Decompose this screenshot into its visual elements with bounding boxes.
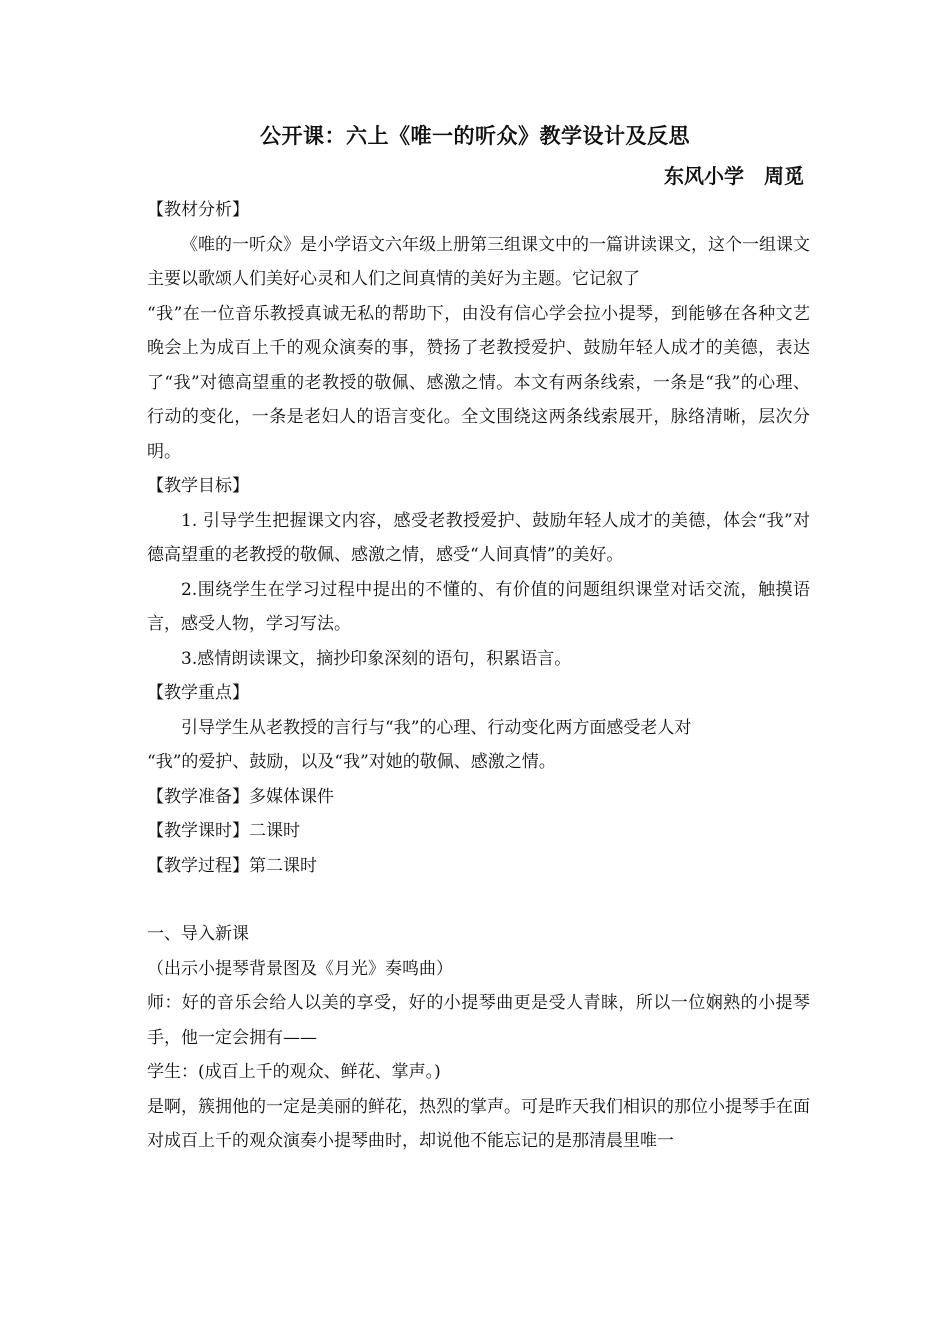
section-heading-goals: 【教学目标】 bbox=[147, 476, 249, 496]
student-line: 学生：(成百上千的观众、鲜花、掌声。) bbox=[147, 1062, 441, 1082]
section-heading-focus: 【教学重点】 bbox=[147, 683, 249, 703]
section-hours: 【教学课时】二课时 bbox=[147, 821, 300, 841]
lesson-paragraph: 是啊，簇拥他的一定是美丽的鲜花，热烈的掌声。可是昨天我们相识的那位小提琴手在面对成百上千的观众演奏小提琴曲时，却说他不能忘记的是那清晨里唯一 bbox=[147, 1096, 810, 1151]
analysis-paragraph-line1: 《唯的一听众》是小学语文六年级上册第三组课文中的一篇讲读课文，这个一组课文主要以歌颂人们美好心灵和人们之间真情的美好为主题。它记叙了 bbox=[147, 234, 810, 289]
focus-line: 引导学生从老教授的言行与“我”的心理、行动变化两方面感受老人对 bbox=[181, 717, 692, 738]
blank-line bbox=[147, 883, 810, 917]
document-title: 公开课：六上《唯一的听众》教学设计及反思 bbox=[260, 124, 690, 148]
focus-line: “我”的爱护、鼓励，以及“我”对她的敬佩、感激之情。 bbox=[147, 752, 556, 772]
author-line: 东风小学 周觅 bbox=[664, 164, 804, 188]
analysis-paragraph-rest: “我”在一位音乐教授真诚无私的帮助下，由没有信心学会拉小提琴，到能够在各种文艺晚会上为成百上千的观众演奏的事，赞扬了老教授爱护、鼓励年轻人成才的美德，表达了“我”对德高望重的老教授的敬佩、感激之情。本文有两条线索，一条是“我”的心理、行动的变化，一条是老妇人的语言变化。全文围绕这两条线索展开，脉络清晰，层次分明。 bbox=[147, 303, 810, 462]
goal-item: 2.围绕学生在学习过程中提出的不懂的、有价值的问题组织课堂对话交流，触摸语言，感受人物，学习写法。 bbox=[147, 579, 810, 634]
teacher-line: 师：好的音乐会给人以美的享受，好的小提琴曲更是受人青睐，所以一位娴熟的小提琴手，他一定会拥有—— bbox=[147, 993, 810, 1048]
section-heading-analysis: 【教材分析】 bbox=[147, 200, 249, 220]
lesson-step-heading: 一、导入新课 bbox=[147, 924, 249, 944]
goal-item: 1. 引导学生把握课文内容，感受老教授爱护、鼓励年轻人成才的美德，体会“我”对德高望重的老教授的敬佩、感激之情，感受“人间真情”的美好。 bbox=[147, 510, 810, 565]
section-process: 【教学过程】第二课时 bbox=[147, 855, 317, 876]
stage-note: （出示小提琴背景图及《月光》奏鸣曲） bbox=[147, 958, 453, 979]
document-body bbox=[147, 193, 810, 1159]
section-prep: 【教学准备】多媒体课件 bbox=[147, 786, 334, 807]
goal-item: 3.感情朗读课文，摘抄印象深刻的语句，积累语言。 bbox=[181, 648, 572, 669]
